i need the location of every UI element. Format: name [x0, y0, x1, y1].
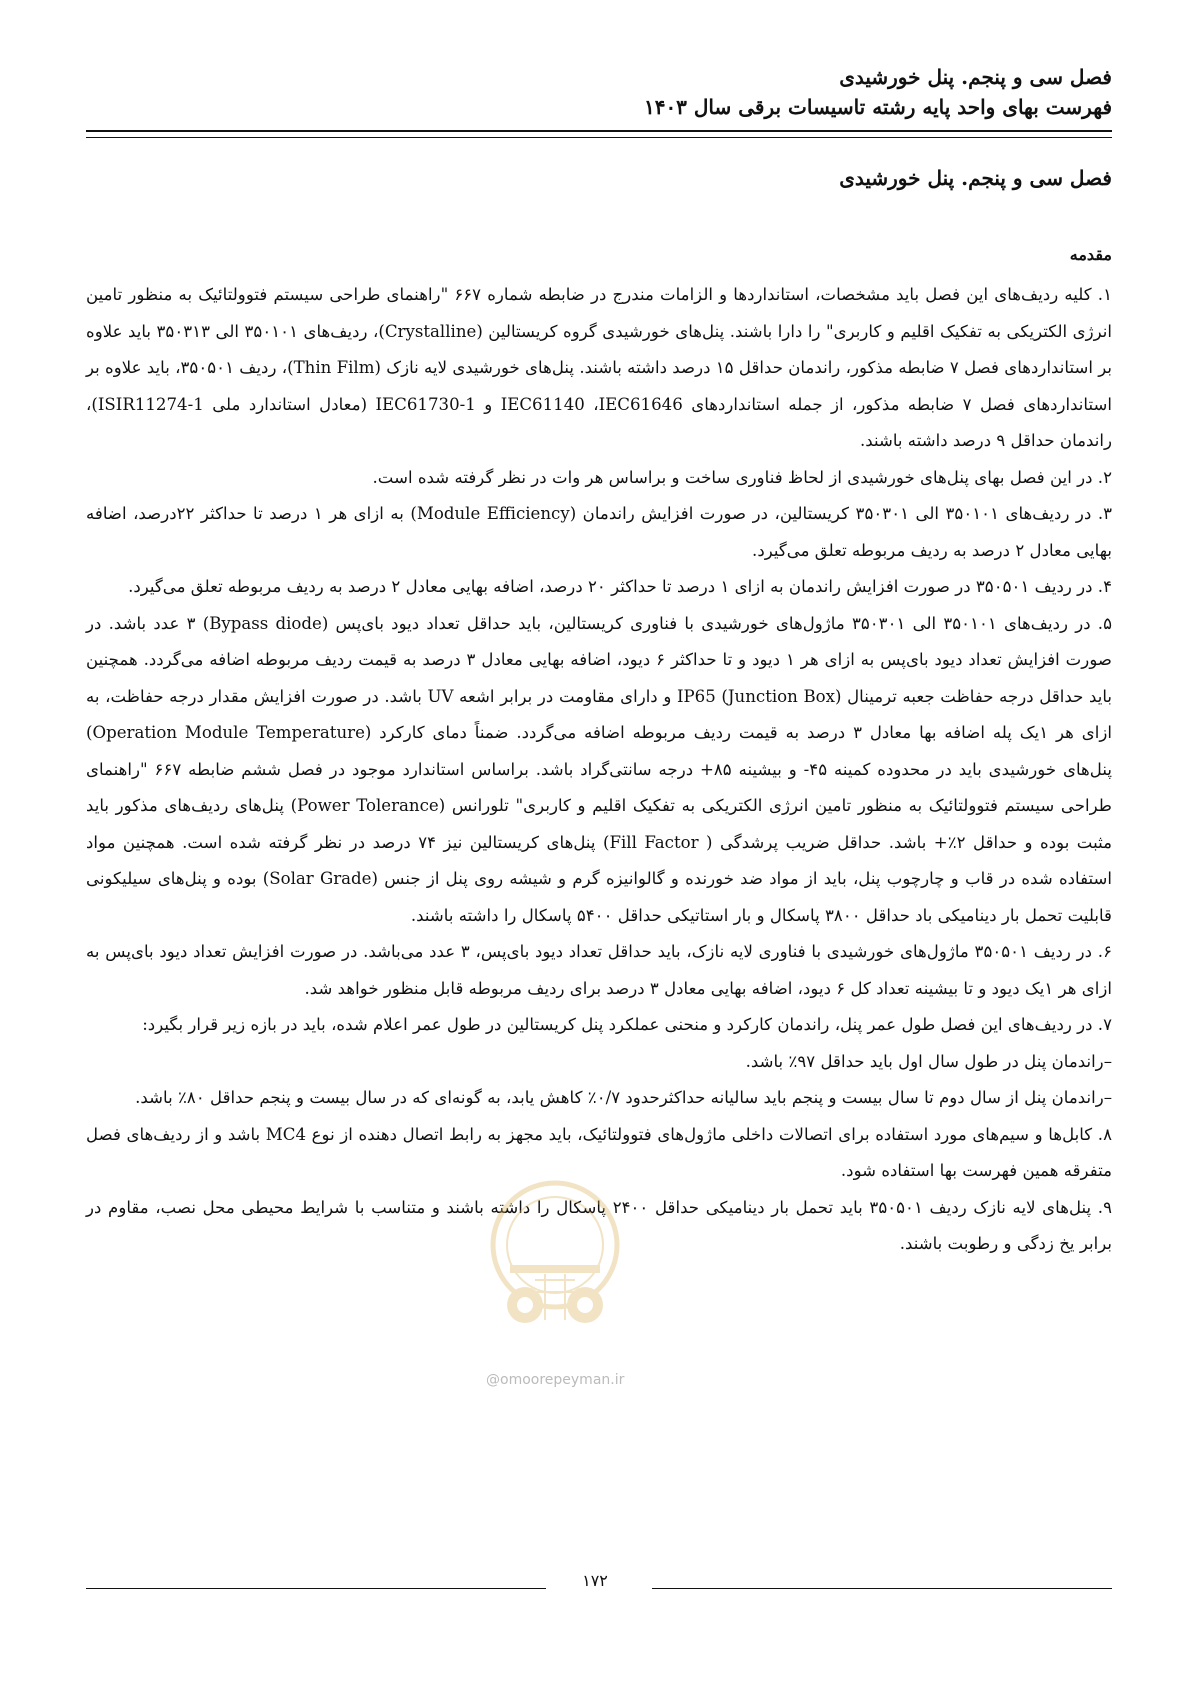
paragraph-4: ۴. در ردیف ۳۵۰۵۰۱ در صورت افزایش راندمان به ازای ۱ درصد تا حداکثر ۲۰ درصد، اضافه بهایی معادل ۲ درصد به ردیف مربوطه تعلق می‌گیرد.: [128, 577, 1112, 596]
paragraph-7: ۷. در ردیف‌های این فصل طول عمر پنل، راندمان کارکرد و منحنی عملکرد پنل کریستالین در طول عمر اعلام شده، باید در بازه زیر قرار بگیرد:: [142, 1015, 1112, 1034]
footer-rule-right: [652, 1588, 1112, 1589]
section-title: مقدمه: [1069, 245, 1112, 264]
watermark-logo-icon: [480, 1170, 630, 1350]
running-header: [130, 62, 1112, 122]
paragraph-9: ۹. پنل‌های لایه نازک ردیف ۳۵۰۵۰۱ باید تحمل بار دینامیکی حداقل ۲۴۰۰ پاسکال را داشته باشند و متناسب با شرایط محیطی محل نصب، مقاوم در برابر یخ زدگی و رطوبت باشند.: [86, 1197, 1112, 1253]
header-document-line: فهرست بهای واحد پایه رشته تاسیسات برقی سال ۱۴۰۳: [643, 95, 1112, 119]
list-item-efficiency-degradation: –راندمان پنل از سال دوم تا سال بیست و پنجم باید سالیانه حداکثرحدود ۰/۷٪ کاهش یابد، به گونه‌ای که در سال بیست و پنجم حداقل ۸۰٪ باشد.: [135, 1088, 1112, 1107]
body-text: [86, 277, 1112, 1263]
chapter-title: فصل سی و پنجم. پنل خورشیدی: [839, 166, 1112, 190]
header-chapter-line: فصل سی و پنجم. پنل خورشیدی: [839, 65, 1112, 89]
footer-rule-left: [86, 1588, 546, 1589]
paragraph-5: ۵. در ردیف‌های ۳۵۰۱۰۱ الی ۳۵۰۳۰۱ ماژول‌های خورشیدی با فناوری کریستالین، باید حداقل تعداد دیود بای‌پس (Bypass diode) ۳ عدد باشد. در صورت افزایش تعداد دیود بای‌پس به ازای هر ۱ دیود و تا حداکثر ۶ دیود، اضافه بهایی معادل ۳ درصد به قیمت ردیف مربوطه اضافه می‌گردد. همچنین باید حداقل درجه حفاظت جعبه ترمینال (Junction Box) IP65 و دارای مقاومت در برابر اشعه UV باشد. در صورت افزایش مقدار درجه حفاظت، به ازای هر ۱یک پله اضافه بها معادل ۳ درصد به قیمت ردیف مربوطه اضافه می‌گردد. ضمناً دمای کارکرد (Operation Module Temperature) پنل‌های خورشیدی باید در محدوده کمینه ۴۵- و بیشینه ۸۵+ درجه سانتی‌گراد باشد. براساس استاندارد موجود در فصل ششم ضابطه ۶۶۷ "راهنمای طراحی سیستم فتوولتائیک به منظور تامین انرژی الکتریکی به تفکیک اقلیم و کاربری" تلورانس (Power Tolerance) پنل‌های ردیف‌های مذکور باید مثبت بوده و حداقل ۲٪+ باشد. حداقل ضریب پرشدگی ( Fill Factor) پنل‌های کریستالین نیز ۷۴ درصد در نظر گرفته شده است. همچنین مواد استفاده شده در قاب و چارچوب پنل، باید از مواد ضد خورنده و گالوانیزه گرم و شیشه روی پنل از جنس (Solar Grade) بوده و پنل‌های سیلیکونی قابلیت تحمل بار دینامیکی باد حداقل ۳۸۰۰ پاسکال و بار استاتیکی حداقل ۵۴۰۰ پاسکال را داشته باشند.: [86, 613, 1113, 925]
watermark-handle: @omoorepeyman.ir: [486, 1372, 625, 1388]
paragraph-6: ۶. در ردیف ۳۵۰۵۰۱ ماژول‌های خورشیدی با فناوری لایه نازک، باید حداقل تعداد دیود بای‌پس، ۳ عدد می‌باشد. در صورت افزایش تعداد دیود بای‌پس به ازای هر ۱یک دیود و تا بیشینه تعداد کل ۶ دیود، اضافه بهایی معادل ۳ درصد برای ردیف مربوطه قابل منظور خواهد شد.: [86, 942, 1112, 998]
page-number: ۱۷۲: [582, 1571, 608, 1590]
paragraph-8: ۸. کابل‌ها و سیم‌های مورد استفاده برای اتصالات داخلی ماژول‌های فتوولتائیک، باید مجهز به رابط اتصال دهنده از نوع MC4 باشد و از ردیف‌های فصل متفرقه همین فهرست بها استفاده شود.: [86, 1124, 1112, 1180]
list-item-efficiency-year1: –راندمان پنل در طول سال اول باید حداقل ۹۷٪ باشد.: [745, 1051, 1112, 1071]
paragraph-2: ۲. در این فصل بهای پنل‌های خورشیدی از لحاظ فناوری ساخت و براساس هر وات در نظر گرفته شده است.: [372, 467, 1112, 487]
header-divider: [86, 130, 1112, 138]
paragraph-1: ۱. کلیه ردیف‌های این فصل باید مشخصات، استانداردها و الزامات مندرج در ضابطه شماره ۶۶۷ "راهنمای طراحی سیستم فتوولتائیک به منظور تامین انرژی الکتریکی به تفکیک اقلیم و کاربری" را دارا باشند. پنل‌های خورشیدی گروه کریستالین (Crystalline)، ردیف‌های ۳۵۰۱۰۱ الی ۳۵۰۳۱۳ باید علاوه بر استانداردهای فصل ۷ ضابطه مذکور، راندمان حداقل ۱۵ درصد داشته باشند. پنل‌های خورشیدی لایه نازک (Thin Film)، ردیف ۳۵۰۵۰۱، باید علاوه بر استانداردهای فصل ۷ ضابطه مذکور، از جمله استانداردهای IEC61140 ،IEC61646 و IEC61730-1 (معادل استاندارد ملی ISIR11274-1)، راندمان حداقل ۹ درصد داشته باشند.: [86, 285, 1113, 450]
paragraph-3: ۳. در ردیف‌های ۳۵۰۱۰۱ الی ۳۵۰۳۰۱ کریستالین، در صورت افزایش راندمان (Module Efficiency) به ازای هر ۱ درصد تا حداکثر ۲۲درصد، اضافه بهایی معادل ۲ درصد به ردیف مربوطه تعلق می‌گیرد.: [86, 504, 1113, 560]
